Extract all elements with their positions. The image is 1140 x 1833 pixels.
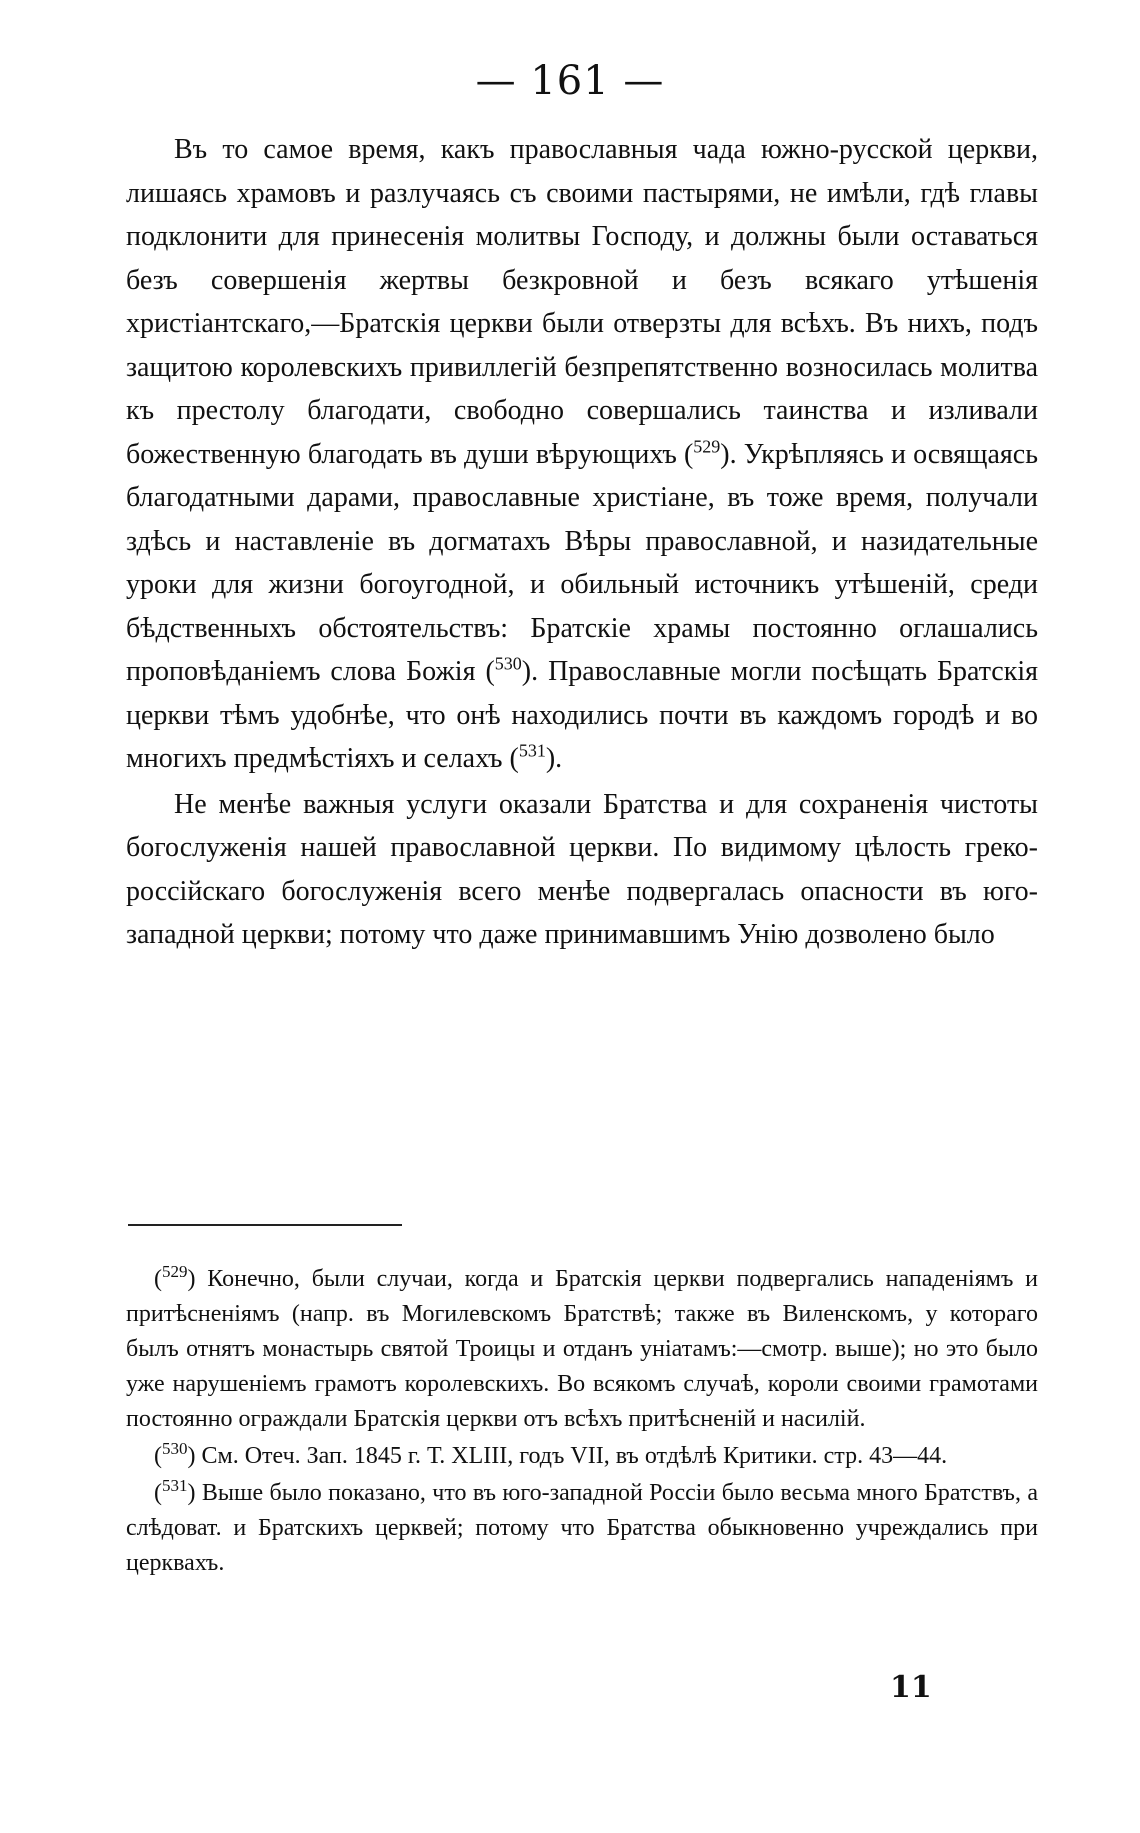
footnote-530: ($^{530}$) См. Отеч. Зап. 1845 г. Т. XLIII, годъ VII, въ отдѣлѣ Критики. стр. 43—44. bbox=[154, 1439, 948, 1469]
footnote-number: 531 bbox=[162, 1476, 188, 1495]
footnote-separator bbox=[128, 1224, 402, 1226]
footnotes bbox=[126, 1262, 1038, 1583]
footnote-ref-530[interactable]: 530 bbox=[494, 653, 522, 674]
footnote-text: Конечно, были случаи, когда и Братскія церкви подвергались нападеніямъ и притѣсненіямъ (напр. въ Могилевскомъ Братствѣ; также въ Виленскомъ, у котораго былъ отнятъ монастырь святой Троицы и отданъ уніатамъ:—смотр. выше); но это было уже нарушеніемъ грамотъ королевскихъ. Во всякомъ случаѣ, короли своими грамотами постоянно ограждали Братскія церкви отъ всѣхъ притѣсненій и насилій. bbox=[126, 1266, 1038, 1432]
footnote-531: ($^{531}$) Выше было показано, что въ юго-западной Россіи было весьма много Братствъ, а слѣдоват. и Братскихъ церквей; потому что Братства обыкновенно учреждались при церквахъ. bbox=[126, 1476, 1038, 1576]
paragraph-1-part-1: Въ то самое время, какъ православныя чада южно-русской церкви, лишаясь храмовъ и разлучаясь съ своими пастырями, не имѣли, гдѣ главы подклонити для принесенія молитвы Господу, и должны были оставаться безъ совершенія жертвы безкровной и безъ всякаго утѣшенія христіантскаго,—Братскія церкви были отверзты для всѣхъ. Въ нихъ, подъ защитою королевскихъ привиллегій безпрепятственно возносилась молитва къ престолу благодати, свободно совершались таинства и изливали божественную благодать въ души вѣрующихъ ( bbox=[126, 134, 1038, 470]
main-text bbox=[126, 128, 1038, 957]
paragraph-1-part-2: ). Укрѣпляясь и освящаясь благодатными дарами, православные христіане, въ тоже время, получали здѣсь и наставленіе въ догматахъ Вѣры православной, и назидательные уроки для жизни богоугодной, и обильный источникъ утѣшеній, среди бѣдственныхъ обстоятельствъ: Братскіе храмы постоянно оглашались проповѣданіемъ слова Божія ( bbox=[126, 438, 1038, 687]
footnote-text: См. Отеч. Зап. 1845 г. Т. XLIII, годъ VII, въ отдѣлѣ Критики. стр. 43—44. bbox=[201, 1443, 948, 1469]
footnote-number: 529 bbox=[162, 1262, 188, 1281]
paragraph-1-part-3: ). Православные могли посѣщать Братскія церкви тѣмъ удобнѣе, что онѣ находились почти въ каждомъ городѣ и во многихъ предмѣстіяхъ и селахъ ( bbox=[126, 656, 1039, 774]
footnote-text: Выше было показано, что въ юго-западной Россіи было весьма много Братствъ, а слѣдоват. и Братскихъ церквей; потому что Братства обыкновенно учреждались при церквахъ. bbox=[126, 1480, 1038, 1576]
paragraph-2: Не менѣе важныя услуги оказали Братства и для сохраненія чистоты богослуженія нашей православной церкви. По видимому цѣлость греко-россійскаго богослуженія всего менѣе подвергалась опасности въ юго-западной церкви; потому что даже принимавшимъ Унію дозволено было bbox=[126, 788, 1038, 950]
footnote-ref-529[interactable]: 529 bbox=[693, 436, 721, 457]
printer-signature: 11 bbox=[890, 1670, 932, 1705]
paragraph-1 bbox=[126, 128, 1038, 781]
footnote-number: 530 bbox=[162, 1439, 188, 1458]
footnote-ref-531[interactable]: 531 bbox=[518, 740, 546, 761]
page-number: — 161 — bbox=[475, 58, 665, 104]
footnote-529: ($^{529}$) Конечно, были случаи, когда и Братскія церкви подвергались нападеніямъ и притѣсненіямъ (напр. въ Могилевскомъ Братствѣ; также въ Виленскомъ, у котораго былъ отнятъ монастырь святой Троицы и отданъ уніатамъ:—смотр. выше); но это было уже нарушеніемъ грамотъ королевскихъ. Во всякомъ случаѣ, короли своими грамотами постоянно ограждали Братскія церкви отъ всѣхъ притѣсненій и насилій. bbox=[126, 1262, 1038, 1432]
paragraph-1-part-4: ). bbox=[545, 743, 563, 774]
